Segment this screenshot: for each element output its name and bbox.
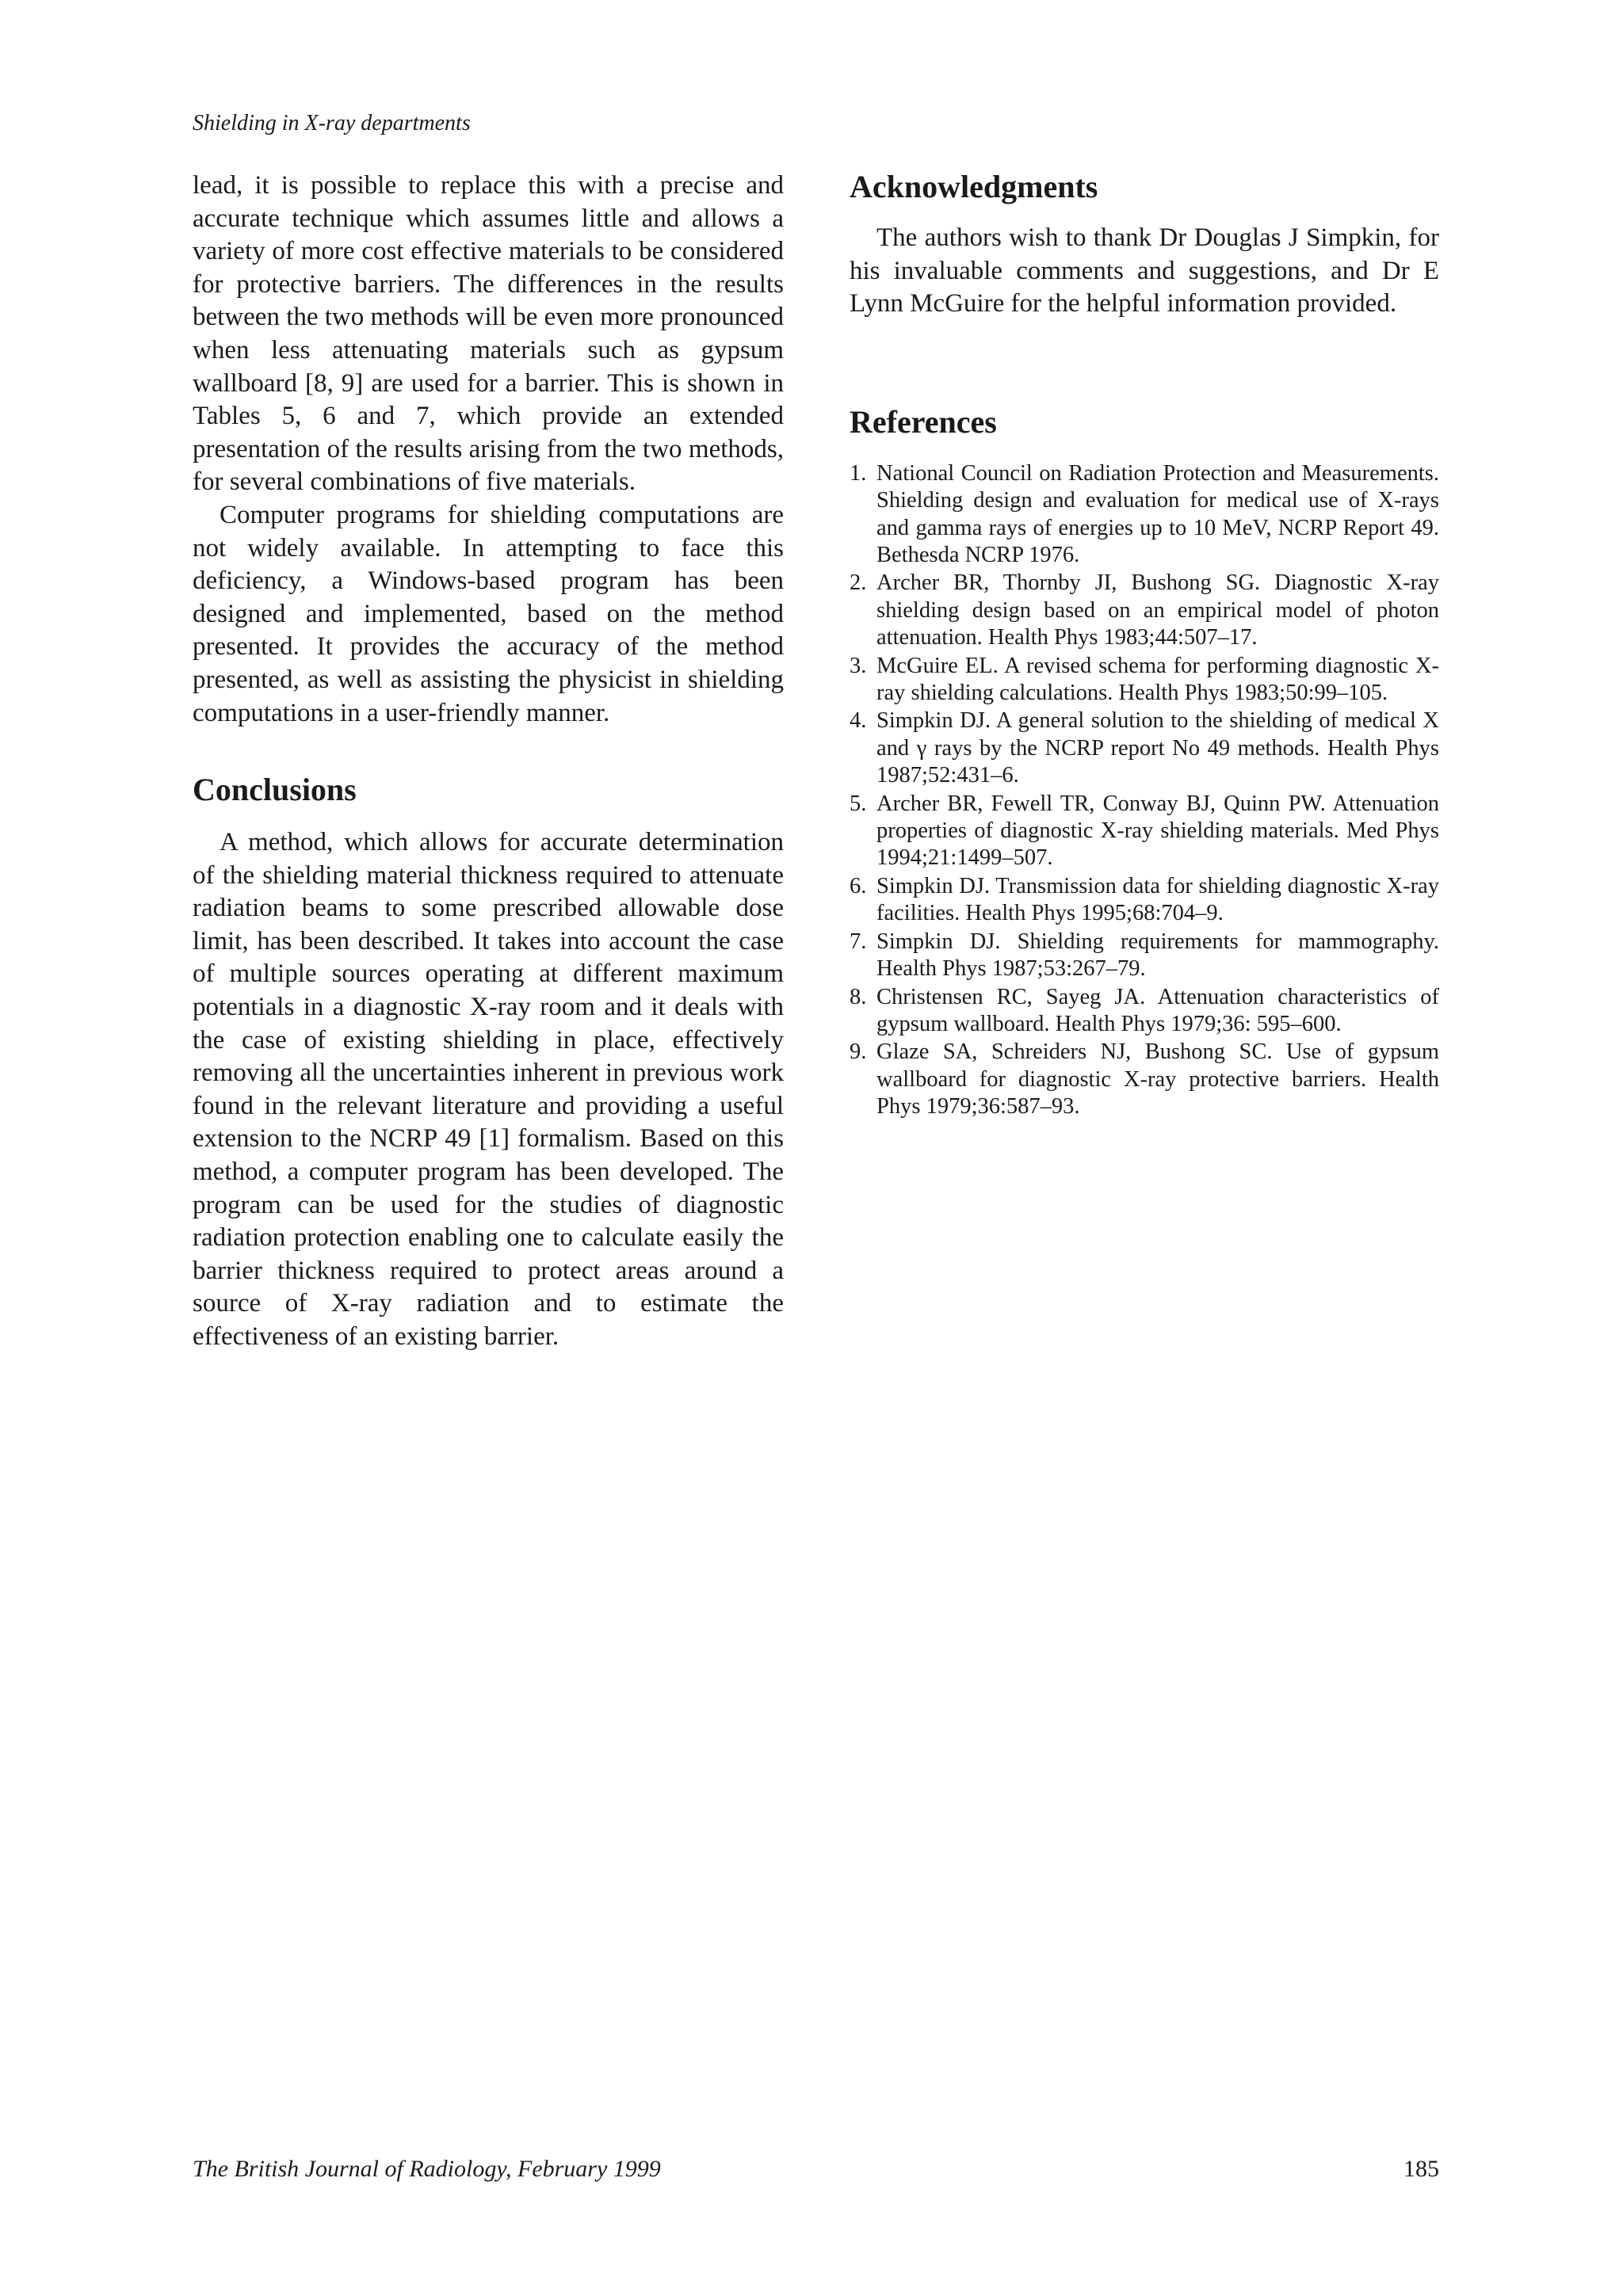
reference-text: Simpkin DJ. A general solution to the shielding of medical X and γ rays by the NCRP report No 49 methods. Health Phys 1987;52:431–6. [876, 708, 1439, 788]
reference-item [850, 791, 1439, 872]
reference-number: 4. [850, 708, 867, 734]
reference-number: 7. [850, 929, 867, 954]
body-paragraph-1: lead, it is possible to replace this with a precise and accurate technique which assumes little and allows a variety of more cost effective materials to be considered for protective barriers. The differences in the results between the two methods will be even more pronounced when less attenuating materials such as gypsum wallboard [8, 9] are used for a barrier. This is shown in Tables 5, 6 and 7, which provide an extended presentation of the results arising from the two methods, for several combinations of five materials. [193, 171, 784, 497]
reference-text: Glaze SA, Schreiders NJ, Bushong SC. Use of gypsum wallboard for diagnostic X-ray protective barriers. Health Phys 1979;36:587–93. [876, 1039, 1439, 1119]
reference-text: Simpkin DJ. Shielding requirements for mammography. Health Phys 1987;53:267–79. [876, 929, 1439, 982]
reference-text: National Council on Radiation Protection and Measurements. Shielding design and evaluation for medical use of X-rays and gamma rays of energies up to 10 MeV, NCRP Report 49. Bethesda NCRP 1976. [876, 460, 1439, 567]
reference-text: Christensen RC, Sayeg JA. Attenuation characteristics of gypsum wallboard. Health Phys 1979;36: 595–600. [876, 984, 1439, 1036]
reference-item [850, 570, 1439, 651]
right-column [850, 170, 1439, 1122]
reference-number: 6. [850, 873, 867, 898]
reference-text: McGuire EL. A revised schema for performing diagnostic X-ray shielding calculations. Health Phys 1983;50:99–105. [876, 653, 1439, 706]
journal-citation: The British Journal of Radiology, February 1999 [193, 2156, 661, 2182]
reference-number: 5. [850, 791, 867, 816]
acknowledgments-paragraph: The authors wish to thank Dr Douglas J Simpkin, for his invaluable comments and suggestions, and Dr E Lynn McGuire for the helpful information provided. [850, 223, 1439, 318]
reference-item [850, 653, 1439, 707]
reference-number: 9. [850, 1039, 867, 1065]
reference-number: 2. [850, 570, 867, 596]
page-number: 185 [1403, 2156, 1439, 2182]
reference-list [850, 460, 1439, 1121]
reference-text: Archer BR, Thornby JI, Bushong SG. Diagnostic X-ray shielding design based on an empirical model of photon attenuation. Health Phys 1983;44:507–17. [876, 570, 1439, 650]
reference-item [850, 1039, 1439, 1120]
page-footer [193, 2155, 1439, 2183]
acknowledgments-heading: Acknowledgments [850, 169, 1098, 204]
left-column [193, 170, 784, 1354]
conclusions-paragraph: A method, which allows for accurate determination of the shielding material thickness required to attenuate radiation beams to some prescribed allowable dose limit, has been described. It takes into account the case of multiple sources operating at different maximum potentials in a diagnostic X-ray room and it deals with the case of existing shielding in place, effectively removing all the uncertainties inherent in previous work found in the relevant literature and providing a useful extension to the NCRP 49 [1] formalism. Based on this method, a computer program has been developed. The program can be used for the studies of diagnostic radiation protection enabling one to calculate easily the barrier thickness required to protect areas around a source of X-ray radiation and to estimate the effectiveness of an existing barrier. [193, 828, 784, 1351]
running-head: Shielding in X-ray departments [193, 111, 471, 135]
reference-text: Archer BR, Fewell TR, Conway BJ, Quinn PW. Attenuation properties of diagnostic X-ray shielding materials. Med Phys 1994;21:1499–507. [876, 791, 1439, 871]
reference-item [850, 929, 1439, 983]
reference-item [850, 460, 1439, 570]
reference-number: 3. [850, 653, 867, 678]
body-paragraph-2: Computer programs for shielding computations are not widely available. In attempting to face this deficiency, a Windows-based program has been designed and implemented, based on the method presented. It provides the accuracy of the method presented, as well as assisting the physicist in shielding computations in a user-friendly manner. [193, 500, 784, 727]
reference-item [850, 984, 1439, 1039]
conclusions-heading: Conclusions [193, 772, 357, 808]
reference-text: Simpkin DJ. Transmission data for shielding diagnostic X-ray facilities. Health Phys 1995;68:704–9. [876, 873, 1439, 926]
references-heading: References [850, 403, 997, 440]
reference-number: 1. [850, 460, 867, 486]
reference-number: 8. [850, 984, 867, 1009]
reference-item [850, 873, 1439, 928]
reference-item [850, 707, 1439, 789]
